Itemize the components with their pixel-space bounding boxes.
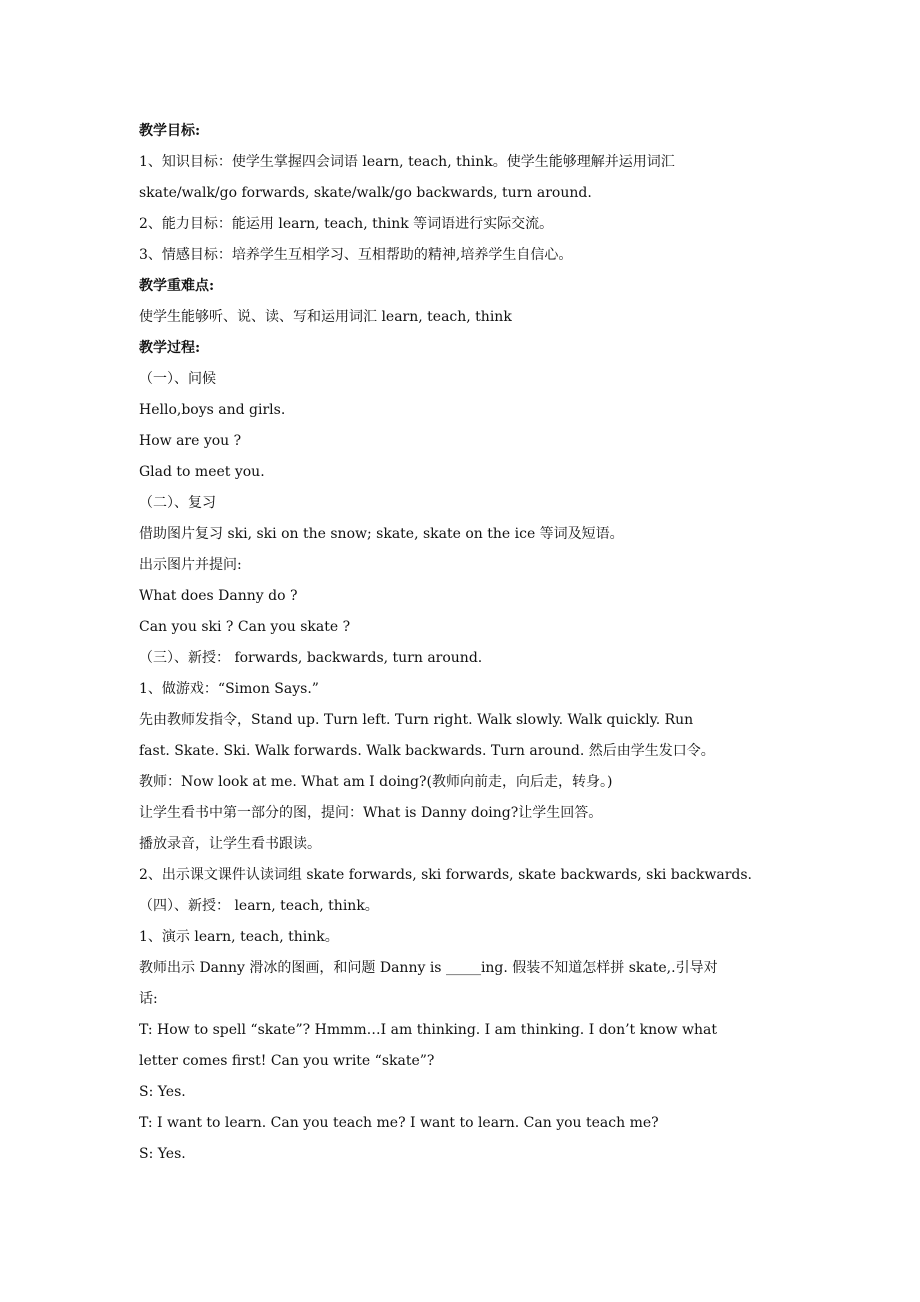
- text-line: Hello,boys and girls.: [139, 402, 286, 418]
- text-line: 1、知识目标：使学生掌握四会词语 learn, teach, think。使学生能够理解并运用词汇: [139, 154, 675, 170]
- text-line: 先由教师发指令，Stand up. Turn left. Turn right. Walk slowly. Walk quickly. Run: [139, 712, 694, 728]
- text-line: 教师出示 Danny 滑冰的图画，和问题 Danny is _____ing. 假装不知道怎样拼 skate,.引导对: [139, 960, 718, 976]
- document-body: [139, 116, 829, 1170]
- text-line: 让学生看书中第一部分的图，提问：What is Danny doing?让学生回答。: [139, 805, 603, 821]
- text-line: skate/walk/go forwards, skate/walk/go backwards, turn around.: [139, 185, 592, 201]
- text-line: 2、出示课文课件认读词组 skate forwards, ski forwards, skate backwards, ski backwards.: [139, 867, 752, 883]
- text-line: （四）、新授： learn, teach, think。: [139, 898, 379, 914]
- text-line: fast. Skate. Ski. Walk forwards. Walk backwards. Turn around. 然后由学生发口令。: [139, 743, 715, 759]
- section-heading: 教学过程:: [139, 340, 201, 356]
- text-line: 1、做游戏：“Simon Says.”: [139, 681, 319, 697]
- text-line: （三）、新授： forwards, backwards, turn around.: [139, 650, 483, 666]
- text-line: 使学生能够听、说、读、写和运用词汇 learn, teach, think: [139, 309, 512, 325]
- text-line: 话:: [139, 991, 158, 1007]
- section-heading: 教学目标:: [139, 123, 201, 139]
- text-line: Glad to meet you.: [139, 464, 265, 480]
- section-heading: 教学重难点:: [139, 278, 215, 294]
- text-line: What does Danny do ?: [139, 588, 298, 604]
- text-line: 1、演示 learn, teach, think。: [139, 929, 339, 945]
- text-line: 借助图片复习 ski, ski on the snow; skate, skate on the ice 等词及短语。: [139, 526, 624, 542]
- text-line: Can you ski ? Can you skate ?: [139, 619, 351, 635]
- text-line: T: I want to learn. Can you teach me? I want to learn. Can you teach me?: [139, 1115, 659, 1131]
- text-line: 2、能力目标：能运用 learn, teach, think 等词语进行实际交流。: [139, 216, 554, 232]
- text-line: （一）、问候: [139, 371, 216, 387]
- text-line: 教师：Now look at me. What am I doing?(教师向前走，向后走，转身。): [139, 774, 613, 790]
- text-line: 播放录音，让学生看书跟读。: [139, 836, 321, 852]
- text-line: S: Yes.: [139, 1146, 186, 1162]
- text-line: letter comes first! Can you write “skate”?: [139, 1053, 435, 1069]
- text-line: How are you ?: [139, 433, 242, 449]
- text-line: 出示图片并提问:: [139, 557, 242, 573]
- text-line: S: Yes.: [139, 1084, 186, 1100]
- text-line: T: How to spell “skate”? Hmmm…I am thinking. I am thinking. I don’t know what: [139, 1022, 717, 1038]
- text-line: （二）、复习: [139, 495, 216, 511]
- text-line: 3、情感目标：培养学生互相学习、互相帮助的精神,培养学生自信心。: [139, 247, 573, 263]
